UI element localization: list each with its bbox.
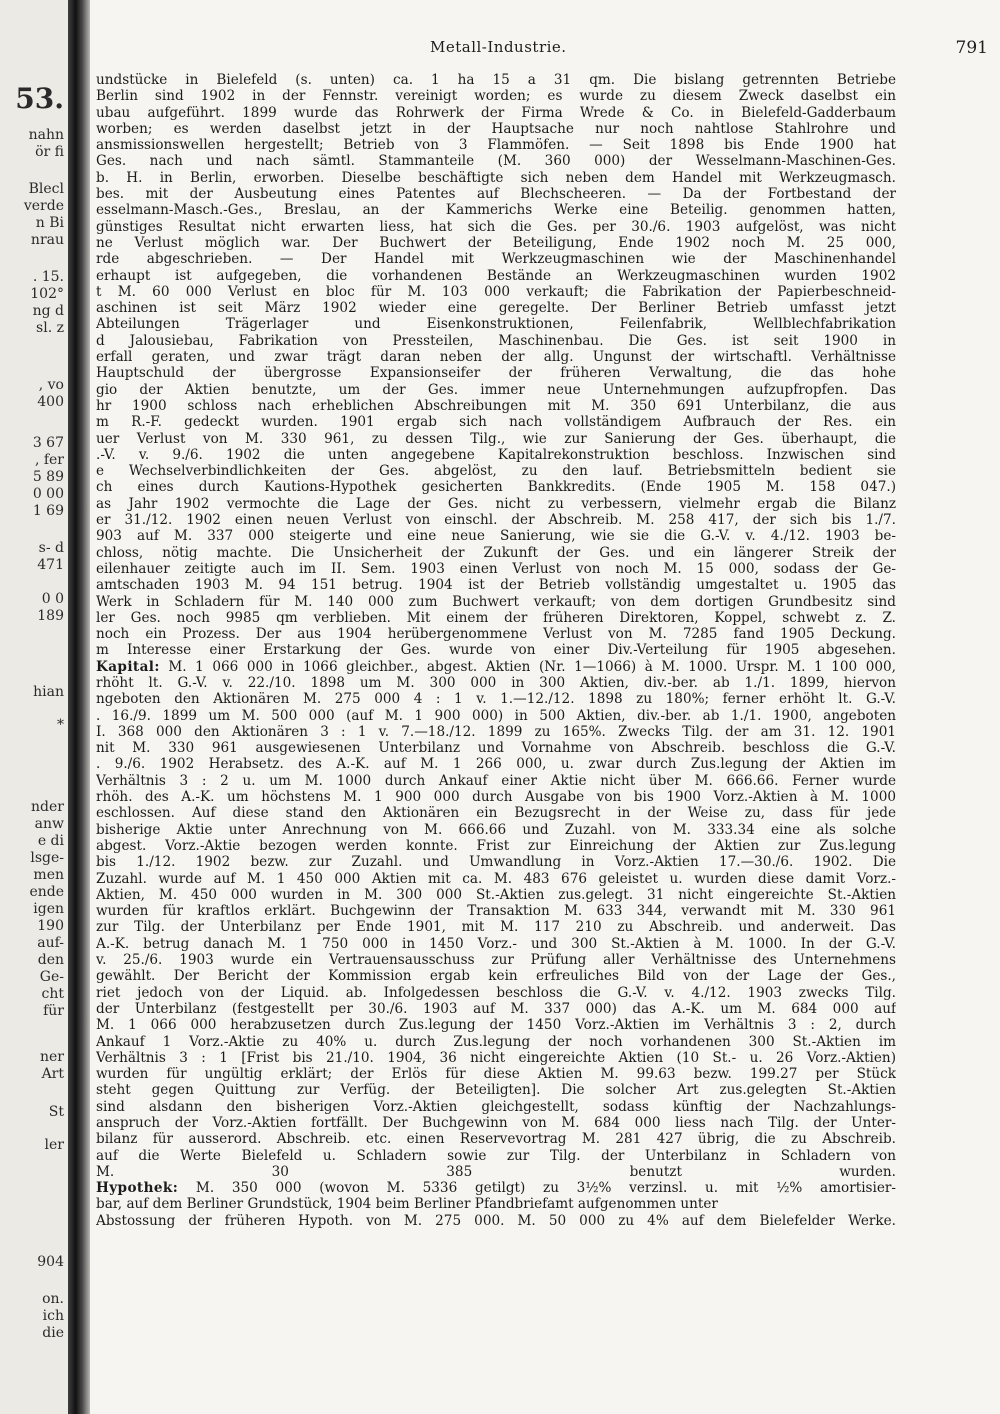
facing-page-fragment: e di: [37, 833, 64, 849]
book-page: [90, 0, 1000, 1414]
text-line: anspruch der Vorz.-Aktien fortfällt. Der Buchgewinn von M. 684 000 liess nach Tilg. der Unter-: [96, 1115, 896, 1131]
facing-page-fragment: die: [42, 1325, 64, 1341]
text-line: ansmissionswellen hergestellt; Betrieb von 3 Flammöfen. — Seit 1898 bis Ende 1900 hat: [96, 137, 896, 154]
text-line: 903 auf M. 337 000 steigerte und eine neue Sanierung, wie sie die G.-V. v. 4./12. 1903 be-: [96, 528, 896, 545]
facing-page-fragment: 0 00: [32, 486, 64, 502]
text-line: Abteilungen Trägerlager und Eisenkonstruktionen, Feilenfabrik, Wellblechfabrikation: [96, 316, 896, 333]
text-line: Werk in Schladern für M. 140 000 zum Buchwert verkauft; von dem dortigen Grundbesitz sind: [96, 593, 896, 610]
text-line: abgest. Vorz.-Aktie bezogen werden konnte. Frist zur Einreichung der Aktien zur Zus.legung: [96, 837, 896, 854]
text-line: eilenhauer zeitigte auch im II. Sem. 1903 einen Verlust von noch M. 15 000, sodass der Ge-: [96, 560, 896, 577]
facing-page-fragment: cht: [41, 986, 64, 1002]
text-line: uer Verlust von M. 330 961, zu dessen Tilg., wie zur Sanierung der Ges. überhaupt, die: [96, 430, 896, 447]
facing-page-fragment: nrau: [30, 232, 64, 248]
text-line: v. 25./6. 1903 wurde ein Vertrauensausschuss zur Prüfung aller Verhältnisse des Unternehmens: [96, 952, 896, 969]
text-line: sind alsdann den bisherigen Vorz.-Aktien gleichgestellt, sodass künftig der Nachzahlungs-: [96, 1098, 896, 1115]
text-line: Ankauf 1 Vorz.-Aktie zu 40% u. durch Zus.legung der noch vorhandenen 300 St.-Aktien im: [96, 1033, 896, 1050]
text-line: bis 1./12. 1902 bezw. zur Zuzahl. und Umwandlung in Vorz.-Aktien 17.—30./6. 1902. Die: [96, 854, 896, 871]
text-line: günstiges Resultat nicht erwarten liess, hat sich die Ges. per 30./6. 1903 aufgelöst, was nicht: [96, 218, 896, 235]
text-line: chloss, nötig machte. Die Unsicherheit der Zukunft der Ges. und ein längerer Streik der: [96, 544, 896, 561]
facing-page-fragment: 1 69: [32, 503, 64, 519]
text-line: Berlin sind 1902 in der Fennstr. vereinigt worden; es wurde zu diesem Zweck daselbst ein: [96, 88, 896, 105]
facing-page-fragment: on.: [42, 1291, 64, 1307]
text-line: Verhältnis 3 : 1 [Frist bis 21./10. 1904, 36 nicht eingereichte Aktien (10 St.- u. 26 Vorz.-Aktien): [96, 1049, 896, 1066]
text-line: e Wechselverbindlichkeiten der Ges. abgelöst, zu den lauf. Betriebsmitteln bedient sie: [96, 463, 896, 480]
text-line: m Interesse einer Erstarkung der Ges. wurde von einer Div.-Verteilung für 1905 abgesehen.: [96, 642, 896, 659]
facing-page-fragment: lsge-: [30, 850, 64, 866]
facing-page-fragment: anw: [34, 816, 64, 832]
text-line: noch ein Prozess. Der aus 1904 herübergenommene Verlust von M. 7285 fand 1905 Deckung.: [96, 626, 896, 643]
text-line: A.-K. betrug danach M. 1 750 000 in 1450 Vorz.- und 300 St.-Aktien à M. 1000. In der G.-V.: [96, 935, 896, 952]
facing-page-fragment: 904: [37, 1254, 64, 1270]
facing-page-fragment: 5 89: [32, 469, 64, 485]
text-line: ne Verlust möglich war. Der Buchwert der Beteiligung, Ende 1902 noch M. 25 000,: [96, 234, 896, 251]
facing-page-fragment: 471: [37, 557, 64, 573]
text-line: nit M. 330 961 ausgewiesenen Unterbilanz und Vornahme von Abschreib. beschloss die G.-V.: [96, 740, 896, 757]
facing-page-fragment: 3 67: [32, 435, 64, 451]
facing-page-fragment: 400: [37, 394, 64, 410]
text-line: ubau aufgeführt. 1899 wurde das Rohrwerk der Firma Wrede & Co. in Bielefeld-Gadderbaum: [96, 104, 896, 121]
facing-page-fragment: igen: [33, 901, 64, 917]
facing-page-fragment: sl. z: [36, 320, 64, 336]
facing-page-fragment: Ge-: [39, 969, 64, 985]
facing-page-edge: [0, 0, 68, 1414]
text-line: riet jedoch von der Liquid. ab. Infolgedessen beschloss die G.-V. v. 4./12. 1903 zwecks Tilg.: [96, 984, 896, 1001]
text-line: I. 368 000 den Aktionären 3 : 1 v. 7.—18./12. 1899 zu 165%. Zwecks Tilg. der am 31. 12. 1901: [96, 723, 896, 740]
text-line: d Jalousiebau, Fabrikation von Pressteilen, Maschinenbau. Die Ges. ist seit 1900 in: [96, 332, 896, 349]
text-line: M. 1 066 000 herabzusetzen durch Zus.legung der 1450 Vorz.-Aktien im Verhältnis 3 : 2, durch: [96, 1017, 896, 1034]
facing-page-fragment: ende: [29, 884, 64, 900]
facing-page-fragment: Blecl: [28, 181, 64, 197]
facing-page-fragment: Art: [41, 1066, 64, 1082]
facing-page-fragment: den: [37, 952, 64, 968]
text-line: gewählt. Der Bericht der Kommission ergab kein erfreuliches Bild von der Lage der Ges.,: [96, 968, 896, 985]
facing-page-fragment: . 15.: [32, 269, 64, 285]
text-line: Zuzahl. wurde auf M. 1 450 000 Aktien mit ca. M. 483 676 geleistet u. wurden diese damit Vorz.-: [96, 870, 896, 887]
text-line: bar, auf dem Berliner Grundstück, 1904 beim Berliner Pfandbriefamt aufgenommen unter: [96, 1196, 718, 1213]
facing-page-fragment: ng d: [32, 303, 64, 319]
text-line: bes. mit der Ausbeutung eines Patentes auf Blechscheeren. — Da der Fortbestand der: [96, 186, 896, 203]
facing-page-fragment: ler: [44, 1137, 64, 1153]
text-line: as Jahr 1902 vermochte die Lage der Ges. nicht zu verbessern, vielmehr ergab die Bilanz: [96, 495, 896, 512]
facing-page-fragment: , fer: [34, 452, 64, 468]
text-line: zur Tilg. der Unterbilanz per Ende 1901, mit M. 117 210 zu Abschreib. und anderweit. Das: [96, 919, 896, 936]
facing-page-fragment: 189: [37, 608, 64, 624]
text-line: bisherige Aktie unter Anrechnung von M. 666.66 und Zuzahl. von M. 333.34 eine als solche: [96, 821, 896, 838]
body-text: [96, 72, 896, 1229]
text-line: bilanz für ausserord. Abschreib. etc. einen Reservevortrag M. 281 427 übrig, die zu Abschreib.: [96, 1131, 896, 1148]
text-line: t M. 60 000 Verlust en bloc für M. 103 000 verkauft; die Fabrikation der Papierbeschneid-: [96, 283, 896, 300]
facing-page-fragment: s- d: [38, 540, 64, 556]
text-line: m R.-F. gedeckt wurden. 1901 ergab sich nach vollständigem Aufbrauch der Res. ein: [96, 414, 896, 431]
facing-page-fragment: n Bi: [35, 215, 64, 231]
facing-page-fragment: ner: [40, 1049, 64, 1065]
text-line: eschlossen. Auf diese stand den Aktionären ein Bezugsrecht in der Weise zu, dass für jede: [96, 805, 896, 822]
facing-page-fragment: 190: [37, 918, 64, 934]
text-line: ler Ges. noch 9985 qm verblieben. Mit einem der früheren Direktoren, Koppel, schwebt z. Z.: [96, 609, 896, 626]
facing-page-fragment: , vo: [38, 377, 64, 393]
section-label: Kapital:: [96, 658, 160, 675]
text-line: er 31./12. 1902 einen neuen Verlust von einschl. der Abschreib. M. 258 417, der sich bis 1./7.: [96, 512, 896, 529]
text-line: ngeboten den Aktionären M. 275 000 4 : 1 v. 1.—12./12. 1898 zu 180%; ferner erhöht lt. G.-V.: [96, 691, 896, 708]
text-line: esselmann-Masch.-Ges., Breslau, an der Kammerichs Werke eine Beteilig. genommen hatten,: [96, 202, 896, 219]
facing-page-fragment: nder: [31, 799, 64, 815]
facing-page-fragment: verde: [23, 198, 64, 214]
text-line: M. 30 385 benutzt wurden.: [96, 1163, 896, 1180]
text-line: rhöh. des A.-K. um höchstens M. 1 900 000 durch Ausgabe von bis 1900 Vorz.-Aktien à M. 1000: [96, 789, 896, 806]
text-line: Ges. nach und nach sämtl. Stammanteile (M. 360 000) der Wesselmann-Maschinen-Ges.: [96, 153, 896, 170]
facing-page-fragment: ör fi: [35, 144, 64, 160]
text-line: Hauptschuld der übergrosse Expansionseifer der früheren Verwaltung, die das hohe: [96, 365, 896, 382]
text-line: Abstossung der früheren Hypoth. von M. 275 000. M. 50 000 zu 4% auf dem Bielefelder Werke.: [96, 1212, 896, 1229]
facing-page-fragment: *: [57, 717, 64, 733]
page-number: 791: [955, 38, 988, 58]
facing-page-fragment: auf-: [37, 935, 64, 951]
text-line: gio der Aktien benutzte, um der Ges. immer neue Unternehmungen aufzupfropfen. Das: [96, 381, 896, 398]
facing-page-fragment: 102°: [30, 286, 64, 302]
text-line: ch eines durch Kautions-Hypothek gesicherten Bankkredits. (Ende 1905 M. 158 047.): [96, 479, 896, 496]
text-line: wurden für ungültig erklärt; der Erlös für diese Aktien M. 99.63 bezw. 199.27 per Stück: [96, 1066, 896, 1083]
text-line: hr 1900 schloss nach erheblichen Abschreibungen mit M. 350 691 Unterbilanz, die aus: [96, 397, 896, 414]
text-line: .-V. v. 9./6. 1902 die unten angegebene Kapitalrekonstruktion beschloss. Inzwischen sind: [96, 446, 896, 463]
facing-page-fragment: St: [48, 1104, 64, 1120]
facing-page-fragment: 53.: [15, 82, 64, 115]
text-line: . 9./6. 1902 Herabsetz. des A.-K. auf M. 1 266 000, u. zwar durch Zus.legung der Aktien im: [96, 756, 896, 773]
text-line: steht gegen Quittung zur Verfüg. der Beteiligten]. Die solcher Art zus.gelegten St.-Aktien: [96, 1082, 896, 1099]
text-line: erfall geraten, und zwar trägt daran neben der allg. Ungunst der wirtschaftl. Verhältnisse: [96, 349, 896, 366]
text-line: wurden für kraftlos erklärt. Buchgewinn der Transaktion M. 633 344, verwandt mit M. 330 961: [96, 903, 896, 920]
text-line: erhaupt ist aufgegeben, die vorhandenen Bestände an Werkzeugmaschinen wurden 1902: [96, 267, 896, 284]
facing-page-fragment: für: [43, 1003, 64, 1019]
text-line: b. H. in Berlin, erworben. Dieselbe beschäftigte sich neben dem Handel mit Werkzeugmasch.: [96, 169, 896, 186]
text-line: worben; es werden daselbst jetzt in der Hauptsache nur noch nahtlose Stahlrohre und: [96, 120, 896, 137]
text-line: aschinen ist seit März 1902 wieder eine geregelte. Der Berliner Betrieb umfasst jetzt: [96, 300, 896, 317]
text-line: . 16./9. 1899 um M. 500 000 (auf M. 1 900 000) in 500 Aktien, div.-ber. ab 1./1. 1900, angeboten: [96, 707, 896, 724]
text-line: rhöht lt. G.-V. v. 22./10. 1898 um M. 300 000 in 300 Aktien, div.-ber. ab 1./1. 1899, hiervon: [96, 674, 896, 691]
text-line: der Unterbilanz (festgestellt per 30./6. 1903 auf M. 337 000) das A.-K. um M. 684 000 auf: [96, 1000, 896, 1017]
running-head: Metall-Industrie.: [430, 38, 567, 56]
text-line: Kapital: M. 1 066 000 in 1066 gleichber., abgest. Aktien (Nr. 1—1066) à M. 1000. Urspr. M. 1 100 000,: [96, 658, 896, 675]
text-line: amtschaden 1903 M. 94 151 betrug. 1904 ist der Betrieb vollständig umgestaltet u. 1905 das: [96, 577, 896, 594]
text-line: Aktien, M. 450 000 wurden in M. 300 000 St.-Aktien zus.gelegt. 31 nicht eingereichte St.-Aktien: [96, 886, 896, 903]
text-line: Verhältnis 3 : 2 u. um M. 1000 durch Ankauf einer Aktie nicht über M. 666.66. Ferner wurde: [96, 772, 896, 789]
facing-page-fragment: men: [33, 867, 64, 883]
facing-page-fragment: nahn: [28, 127, 64, 143]
book-spine: [68, 0, 90, 1414]
section-label: Hypothek:: [96, 1180, 179, 1197]
text-line: undstücke in Bielefeld (s. unten) ca. 1 ha 15 a 31 qm. Die bislang getrennten Betriebe: [96, 72, 896, 88]
text-line: Hypothek: M. 350 000 (wovon M. 5336 getilgt) zu 3½% verzinsl. u. mit ½% amortisier-: [96, 1180, 896, 1197]
text-line: auf die Werte Bielefeld u. Schladern sowie zur Tilg. der Unterbilanz in Schladern von: [96, 1147, 896, 1164]
text-line: rde abgeschrieben. — Der Handel mit Werkzeugmaschinen wie der Maschinenhandel: [96, 251, 896, 268]
facing-page-fragment: ich: [42, 1308, 64, 1324]
facing-page-fragment: hian: [33, 684, 64, 700]
facing-page-fragment: 0 0: [41, 591, 64, 607]
